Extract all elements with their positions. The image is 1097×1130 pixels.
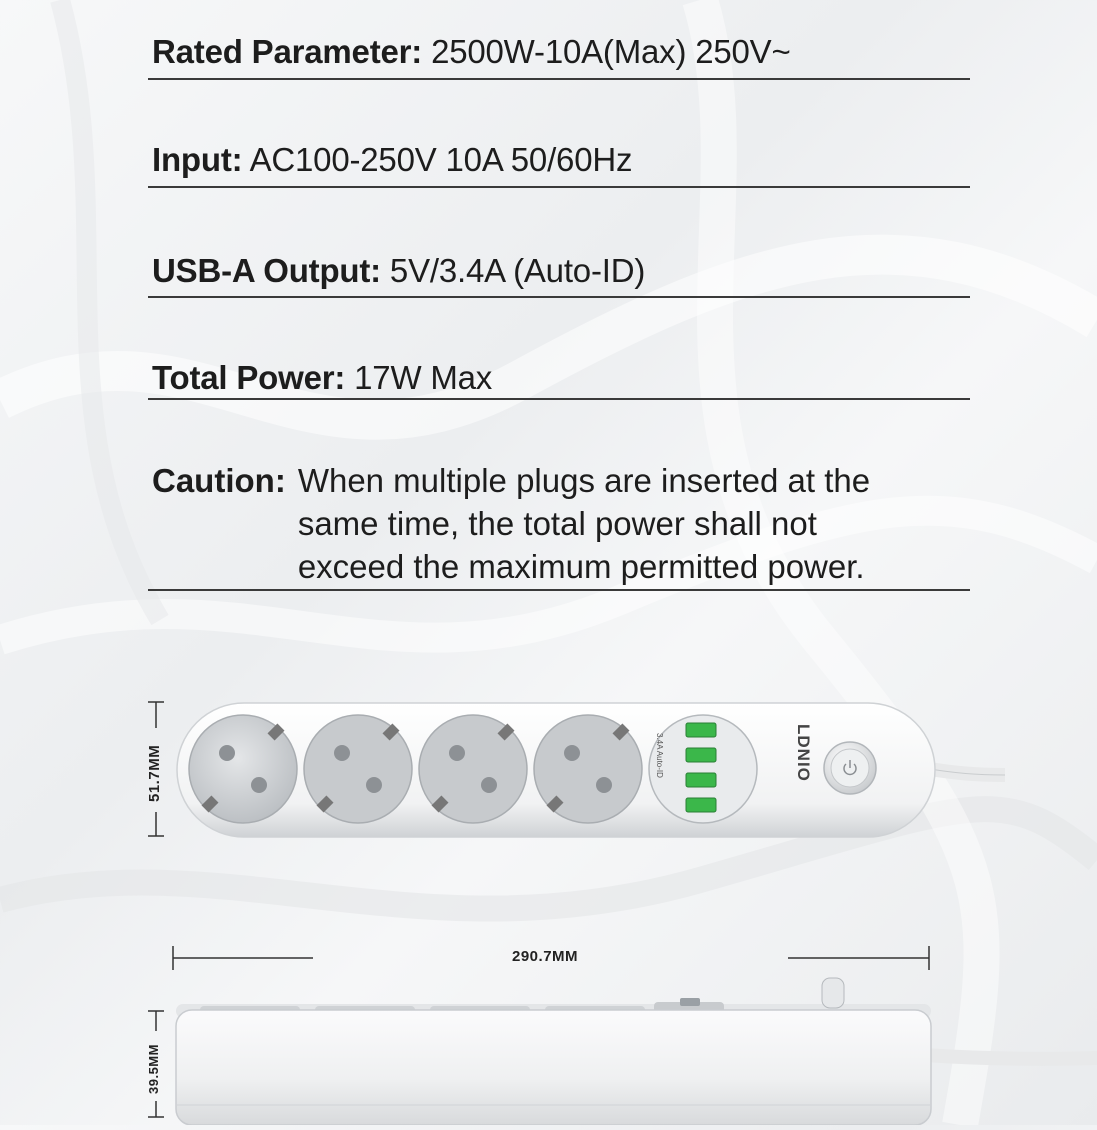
spec-label: USB-A Output: (152, 252, 381, 289)
length-dimension-label: 290.7MM (512, 948, 579, 965)
usb-port-panel (648, 713, 758, 825)
caution-line: same time, the total power shall not (297, 505, 817, 542)
spec-usb-output (152, 251, 970, 291)
socket-4 (532, 713, 644, 825)
divider (148, 78, 970, 80)
divider (148, 398, 970, 400)
divider (148, 589, 970, 591)
spec-label: Input: (152, 141, 243, 178)
divider (148, 296, 970, 298)
spec-value: 5V/3.4A (Auto-ID) (389, 252, 646, 289)
caution-label: Caution: (152, 462, 286, 499)
spec-input (152, 140, 970, 180)
power-strip-side-view (170, 960, 1097, 1130)
divider (148, 186, 970, 188)
spec-label: Rated Parameter: (152, 33, 423, 70)
caution-line: When multiple plugs are inserted at the (297, 462, 871, 499)
spec-value: AC100-250V 10A 50/60Hz (249, 141, 633, 178)
socket-2 (302, 713, 414, 825)
usb-panel-text: 3.4A Auto-ID (655, 733, 664, 778)
spec-caution (152, 459, 970, 588)
brand-logo-text: LDNIO (794, 724, 813, 782)
socket-1 (187, 713, 299, 825)
spec-value: 2500W-10A(Max) 250V~ (431, 33, 791, 70)
height-dimension-label: 51.7MM (146, 744, 163, 802)
power-button (822, 740, 878, 796)
depth-dimension-label: 39.5MM (146, 1044, 161, 1094)
spec-label: Total Power: (152, 359, 346, 396)
spec-rated-parameter (152, 32, 970, 72)
socket-3 (417, 713, 529, 825)
spec-total-power (152, 358, 970, 398)
spec-value: 17W Max (354, 359, 493, 396)
caution-line: exceed the maximum permitted power. (297, 548, 865, 585)
